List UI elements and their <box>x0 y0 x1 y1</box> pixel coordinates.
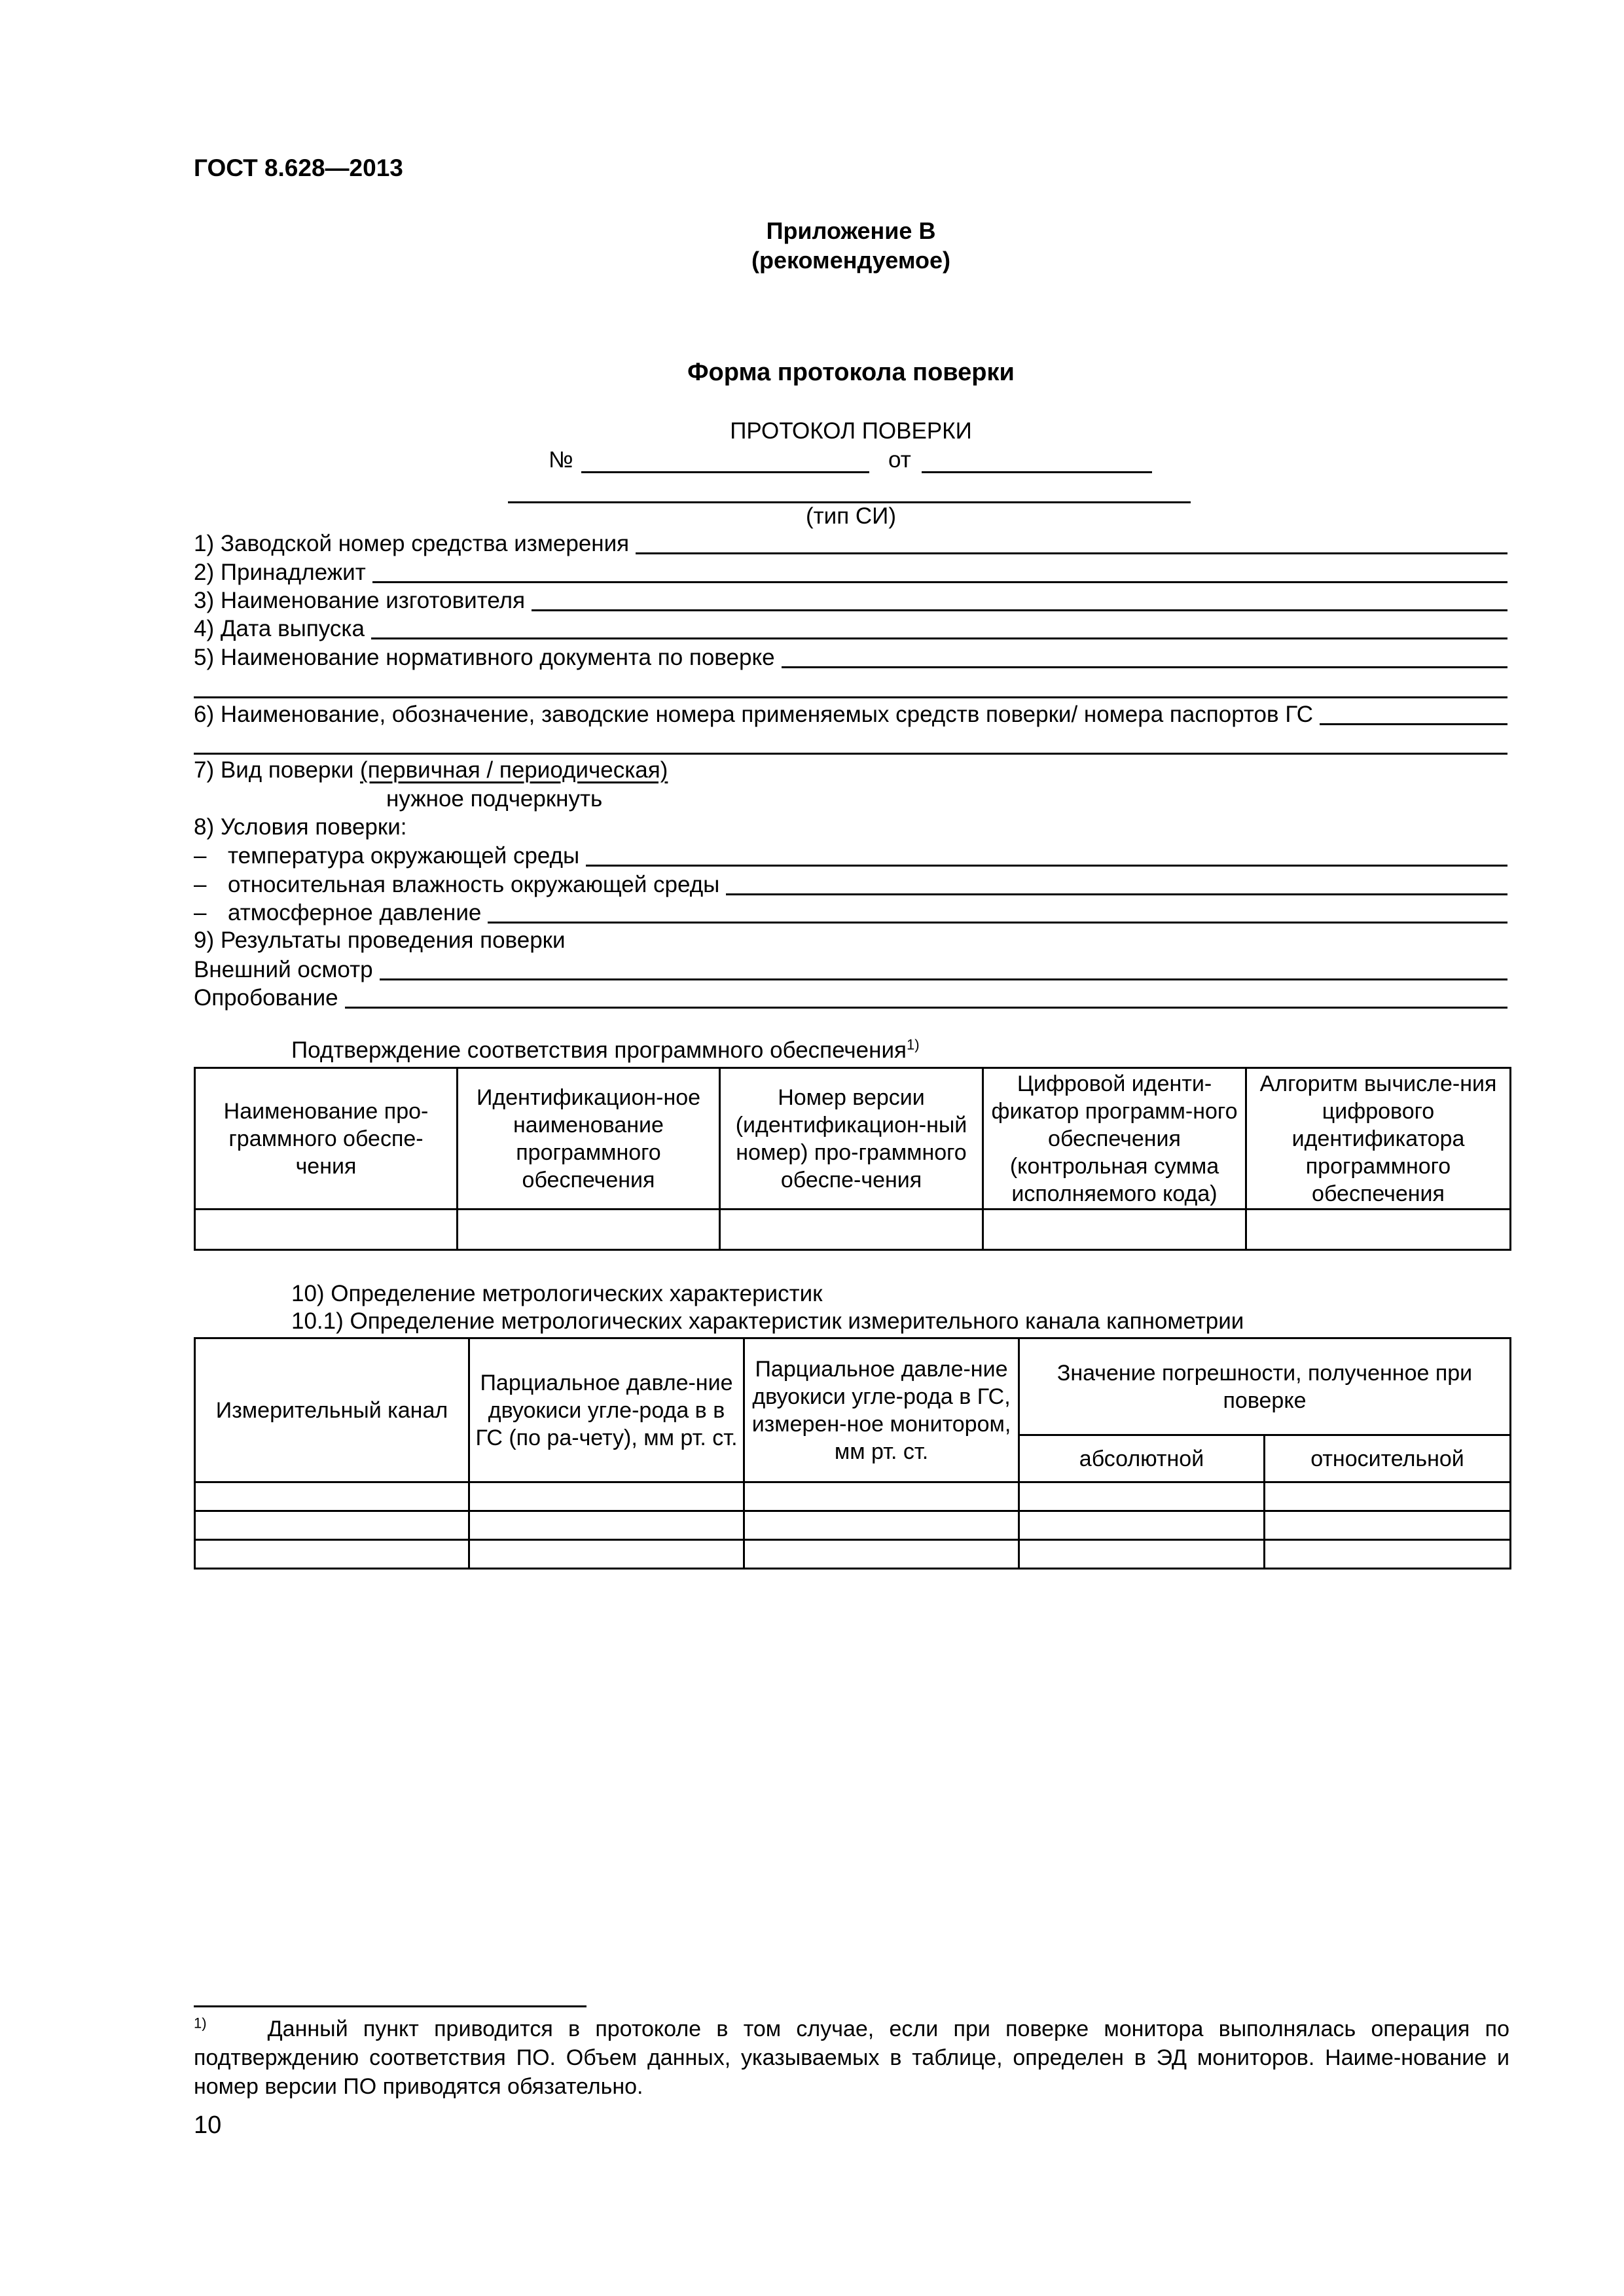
underline-hint: нужное подчеркнуть <box>386 786 603 812</box>
metrology-caption: 10) Определение метрологических характеристик <box>291 1281 823 1306</box>
item-normative-document <box>194 643 1507 672</box>
item-serial-number <box>194 529 1507 558</box>
capnometry-caption: 10.1) Определение метрологических характеристик измерительного канала капнометрии <box>291 1308 1244 1334</box>
column-header: Цифровой иденти-фикатор программ-ного обеспечения (контрольная сумма исполняемого кода) <box>983 1068 1246 1210</box>
table-cell[interactable] <box>469 1540 744 1569</box>
table-row <box>195 1540 1511 1569</box>
entry-line[interactable] <box>782 666 1507 668</box>
form-title: Форма протокола поверки <box>687 359 1015 386</box>
column-header: абсолютной <box>1019 1435 1265 1482</box>
entry-line[interactable] <box>345 1007 1507 1009</box>
condition-pressure <box>194 898 1507 927</box>
dash-marker: – <box>194 900 207 925</box>
dash-marker: – <box>194 843 207 869</box>
instrument-type-caption: (тип СИ) <box>805 503 896 529</box>
software-table <box>194 1067 1511 1251</box>
item-verification-means <box>194 700 1507 728</box>
document-code: ГОСТ 8.628—2013 <box>194 154 403 181</box>
table-cell[interactable] <box>195 1482 469 1511</box>
condition-label: относительная влажность окружающей среды <box>228 872 720 897</box>
item-label: Внешний осмотр <box>194 957 373 982</box>
appendix-note: (рекомендуемое) <box>751 247 950 274</box>
table-cell[interactable] <box>720 1210 983 1250</box>
condition-humidity <box>194 870 1507 899</box>
item-label: Опробование <box>194 985 338 1011</box>
table-cell[interactable] <box>195 1210 458 1250</box>
software-table-caption: Подтверждение соответствия программного обеспечения$^{1)}$ <box>291 1036 920 1063</box>
table-cell[interactable] <box>1265 1511 1511 1540</box>
table-cell[interactable] <box>458 1210 720 1250</box>
table-cell[interactable] <box>195 1540 469 1569</box>
footnote-ref: 1) <box>906 1036 920 1053</box>
item-label: 4) Дата выпуска <box>194 616 365 641</box>
footnote-text: Данный пункт приводится в протоколе в том случае, если при поверке монитора выполнялась операция по подтверждению соответствия ПО. Объем данных, указываемых в таблице, определен в ЭД мониторов. Наиме-нование и номер версии ПО приводятся обязательно. <box>194 2017 1509 2099</box>
entry-line[interactable] <box>371 637 1507 639</box>
item-label: 2) Принадлежит <box>194 560 366 585</box>
entry-line[interactable] <box>380 978 1507 980</box>
table-cell[interactable] <box>1019 1540 1265 1569</box>
item-label: 5) Наименование нормативного документа по поверке <box>194 645 775 670</box>
table-cell[interactable] <box>1246 1210 1511 1250</box>
item-label: 1) Заводской номер средства измерения <box>194 531 630 556</box>
date-label: от <box>888 447 911 473</box>
table-row <box>195 1210 1511 1250</box>
column-header: Алгоритм вычисле-ния цифрового идентификатора программного обеспечения <box>1246 1068 1511 1210</box>
protocol-number-field[interactable] <box>581 471 869 473</box>
entry-line[interactable] <box>586 865 1507 867</box>
entry-line[interactable] <box>372 581 1507 583</box>
table-cell[interactable] <box>1265 1482 1511 1511</box>
footnote-separator <box>194 2005 586 2007</box>
column-header: Парциальное давле-ние двуокиси угле-рода в в ГС (по ра-чету), мм рт. ст. <box>469 1338 744 1482</box>
table-cell[interactable] <box>744 1511 1019 1540</box>
column-header: Номер версии (идентификацион-ный номер) про-граммного обеспе-чения <box>720 1068 983 1210</box>
item-owner <box>194 558 1507 586</box>
column-header: относительной <box>1265 1435 1511 1482</box>
item-results: 9) Результаты проведения поверки <box>194 927 566 953</box>
table-header-row <box>195 1338 1511 1435</box>
table-cell[interactable] <box>195 1511 469 1540</box>
metrology-table <box>194 1337 1511 1570</box>
table-cell[interactable] <box>1019 1482 1265 1511</box>
item-manufacturer <box>194 586 1507 615</box>
footnote <box>194 2015 1509 2101</box>
number-label: № <box>549 447 573 473</box>
entry-line-continuation[interactable] <box>194 696 1507 698</box>
column-header: Парциальное давле-ние двуокиси угле-рода в ГС, измерен-ное монитором, мм рт. ст. <box>744 1338 1019 1482</box>
entry-line[interactable] <box>1320 723 1507 725</box>
table-cell[interactable] <box>983 1210 1246 1250</box>
result-visual-inspection <box>194 955 1507 984</box>
table-header-row <box>195 1068 1511 1210</box>
item-verification-type <box>194 757 668 784</box>
entry-line[interactable] <box>488 922 1507 924</box>
table-cell[interactable] <box>744 1540 1019 1569</box>
entry-line-continuation[interactable] <box>194 753 1507 755</box>
table-cell[interactable] <box>1265 1540 1511 1569</box>
table-cell[interactable] <box>469 1511 744 1540</box>
table-row <box>195 1511 1511 1540</box>
column-header: Измерительный канал <box>195 1338 469 1482</box>
item-label: 6) Наименование, обозначение, заводские номера применяемых средств поверки/ номера паспортов ГС <box>194 702 1313 727</box>
table-cell[interactable] <box>1019 1511 1265 1540</box>
column-header: Наименование про-граммного обеспе-чения <box>195 1068 458 1210</box>
entry-line[interactable] <box>726 893 1507 895</box>
item-label: 3) Наименование изготовителя <box>194 588 526 613</box>
result-testing <box>194 983 1507 1012</box>
verification-type-options[interactable]: (первичная / периодическая) <box>360 757 668 783</box>
item-conditions: 8) Условия поверки: <box>194 814 407 840</box>
condition-temperature <box>194 841 1507 870</box>
item-release-date <box>194 614 1507 643</box>
condition-label: атмосферное давление <box>228 900 482 925</box>
page-number: 10 <box>194 2111 222 2139</box>
dash-marker: – <box>194 872 207 897</box>
protocol-date-field[interactable] <box>922 471 1152 473</box>
entry-line[interactable] <box>636 552 1507 554</box>
entry-line[interactable] <box>532 609 1507 611</box>
protocol-title: ПРОТОКОЛ ПОВЕРКИ <box>730 418 972 444</box>
appendix-title: Приложение В <box>766 217 936 244</box>
column-header: Идентификацион-ное наименование программного обеспечения <box>458 1068 720 1210</box>
condition-label: температура окружающей среды <box>228 843 580 869</box>
item-label: 7) Вид поверки <box>194 757 354 783</box>
table-cell[interactable] <box>744 1482 1019 1511</box>
table-cell[interactable] <box>469 1482 744 1511</box>
footnote-mark: 1) <box>194 2015 207 2032</box>
table-row <box>195 1482 1511 1511</box>
column-header: Значение погрешности, полученное при поверке <box>1019 1338 1511 1435</box>
